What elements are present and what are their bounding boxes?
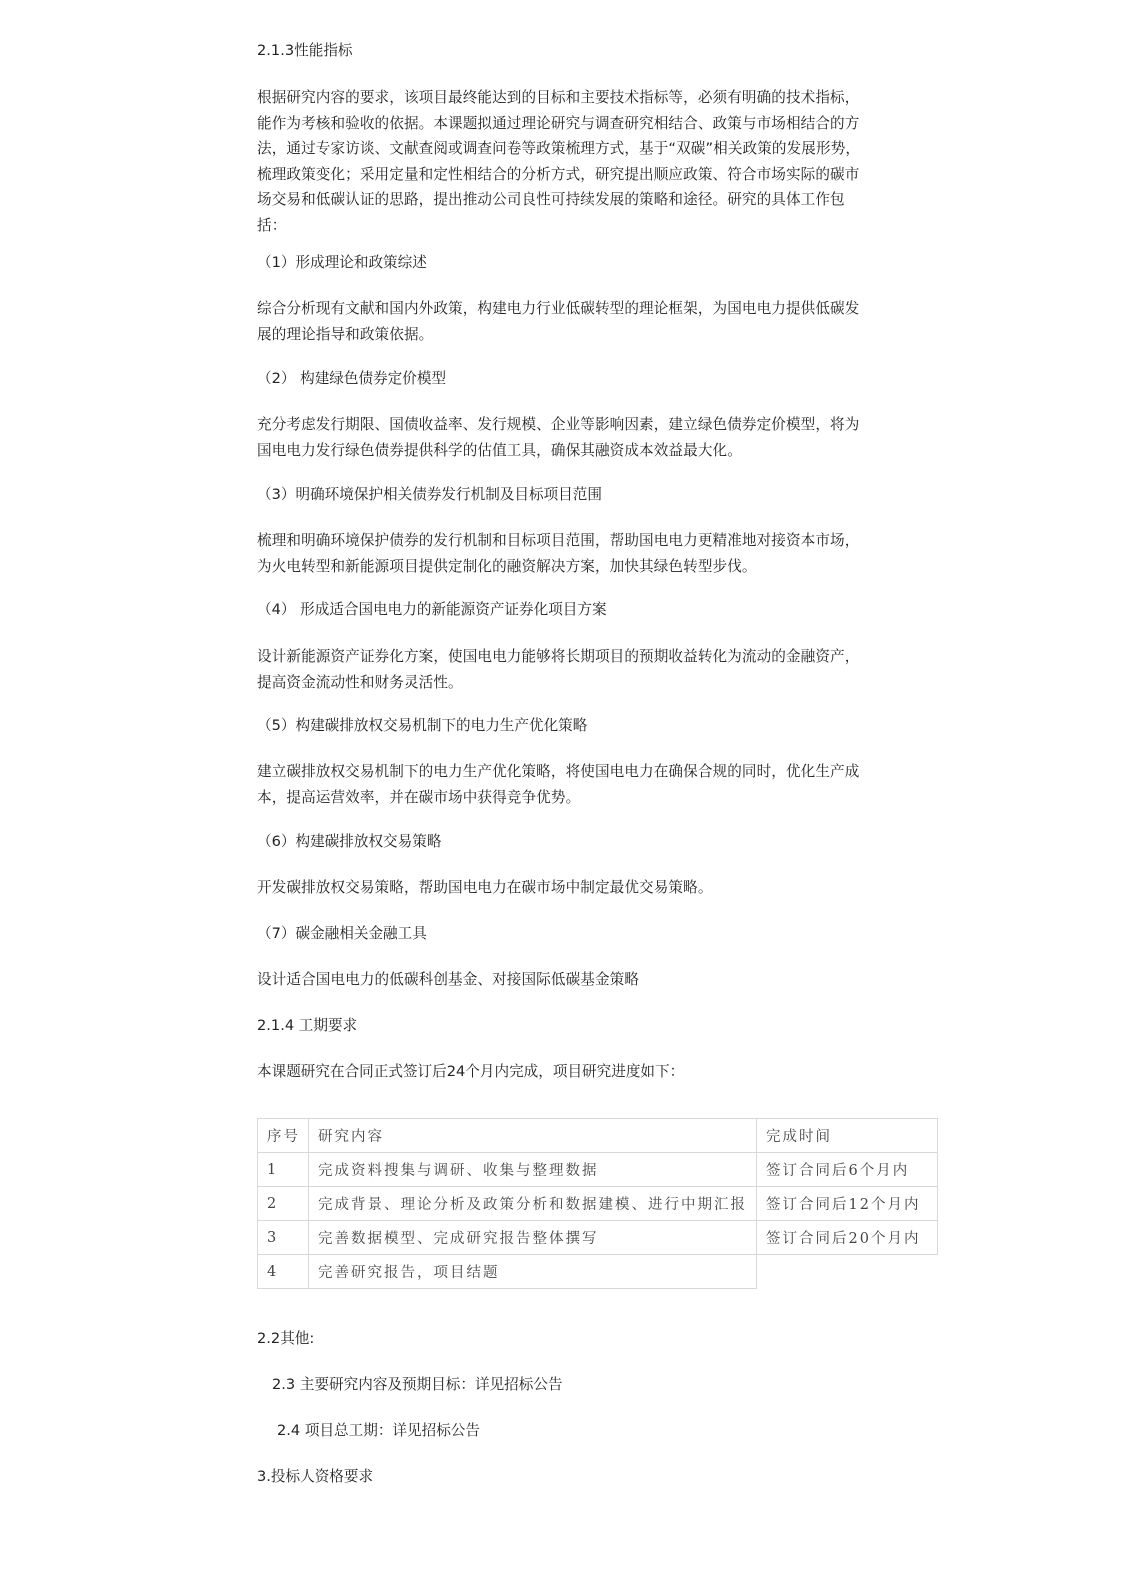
- item-title-2: （2） 构建绿色债券定价模型: [257, 370, 447, 387]
- header-cell: 序号: [258, 1119, 309, 1153]
- table-row: [258, 1187, 938, 1221]
- item-body-6: 开发碳排放权交易策略，帮助国电电力在碳市场中制定最优交易策略。: [257, 879, 713, 896]
- intro-paragraph: 根据研究内容的要求，该项目最终能达到的目标和主要技术指标等，必须有明确的技术指标，能作为考核和验收的依据。本课题拟通过理论研究与调查研究相结合、政策与市场相结合的方法，通过专家访谈、文献查阅或调查问卷等政策梳理方式，基于“双碳”相关政策的发展形势，梳理政策变化；采用定量和定性相结合的分析方式，研究提出顺应政策、符合市场实际的碳市场交易和低碳认证的思路，提出推动公司良性可持续发展的策略和途径。研究的具体工作包括：: [257, 89, 861, 234]
- table-row: [258, 1153, 938, 1187]
- item-title-1: （1）形成理论和政策综述: [257, 254, 427, 271]
- table-cell: 完成背景、理论分析及政策分析和数据建模、进行中期汇报: [309, 1187, 757, 1221]
- table-cell: 签订合同后20个月内: [757, 1221, 938, 1255]
- header-cell: 完成时间: [757, 1119, 938, 1153]
- item-body-2: 充分考虑发行期限、国债收益率、发行规模、企业等影响因素，建立绿色债券定价模型，将为国电电力发行绿色债券提供科学的估值工具，确保其融资成本效益最大化。: [257, 416, 860, 459]
- item-title-4: （4） 形成适合国电电力的新能源资产证券化项目方案: [257, 601, 607, 618]
- table-cell: 签订合同后6个月内: [757, 1153, 938, 1187]
- table-cell: 完成资料搜集与调研、收集与整理数据: [309, 1153, 757, 1187]
- section-heading-2-1-3: 2.1.3性能指标: [257, 42, 353, 59]
- item-body-5: 建立碳排放权交易机制下的电力生产优化策略，将使国电电力在确保合规的同时，优化生产成本，提高运营效率，并在碳市场中获得竞争优势。: [257, 763, 860, 806]
- header-cell: 研究内容: [309, 1119, 757, 1153]
- table-row: [258, 1221, 938, 1255]
- table-cell: 4: [258, 1255, 309, 1289]
- item-title-7: （7）碳金融相关金融工具: [257, 925, 427, 942]
- schedule-table: [257, 1118, 938, 1289]
- section-heading-2-1-4: 2.1.4 工期要求: [257, 1017, 358, 1034]
- item-body-3: 梳理和明确环境保护债券的发行机制和目标项目范围，帮助国电电力更精准地对接资本市场，为火电转型和新能源项目提供定制化的融资解决方案，加快其绿色转型步伐。: [257, 532, 860, 575]
- section-heading-2-2: 2.2其他:: [257, 1330, 315, 1347]
- table-row: [258, 1255, 938, 1289]
- table-cell: 3: [258, 1221, 309, 1255]
- section-2-4-text: 2.4 项目总工期：详见招标公告: [277, 1422, 480, 1439]
- table-header-row: [258, 1119, 938, 1153]
- schedule-intro: 本课题研究在合同正式签订后24个月内完成，项目研究进度如下：: [257, 1063, 685, 1080]
- item-body-4: 设计新能源资产证券化方案，使国电电力能够将长期项目的预期收益转化为流动的金融资产，提高资金流动性和财务灵活性。: [257, 648, 860, 691]
- item-title-3: （3）明确环境保护相关债券发行机制及目标项目范围: [257, 486, 602, 503]
- table-cell: 完善数据模型、完成研究报告整体撰写: [309, 1221, 757, 1255]
- table-cell: 2: [258, 1187, 309, 1221]
- table-cell: 签订合同后12个月内: [757, 1187, 938, 1221]
- table-cell: 完善研究报告，项目结题: [309, 1255, 757, 1289]
- section-heading-3: 3.投标人资格要求: [257, 1468, 374, 1485]
- table-cell: 1: [258, 1153, 309, 1187]
- item-title-5: （5）构建碳排放权交易机制下的电力生产优化策略: [257, 717, 588, 734]
- item-title-6: （6）构建碳排放权交易策略: [257, 833, 442, 850]
- schedule-table-wrapper: [257, 1118, 921, 1294]
- item-body-1: 综合分析现有文献和国内外政策，构建电力行业低碳转型的理论框架，为国电电力提供低碳发展的理论指导和政策依据。: [257, 300, 860, 343]
- section-2-3-text: 2.3 主要研究内容及预期目标：详见招标公告: [272, 1376, 563, 1393]
- item-body-7: 设计适合国电电力的低碳科创基金、对接国际低碳基金策略: [257, 971, 640, 988]
- table-cell-empty: [757, 1255, 938, 1289]
